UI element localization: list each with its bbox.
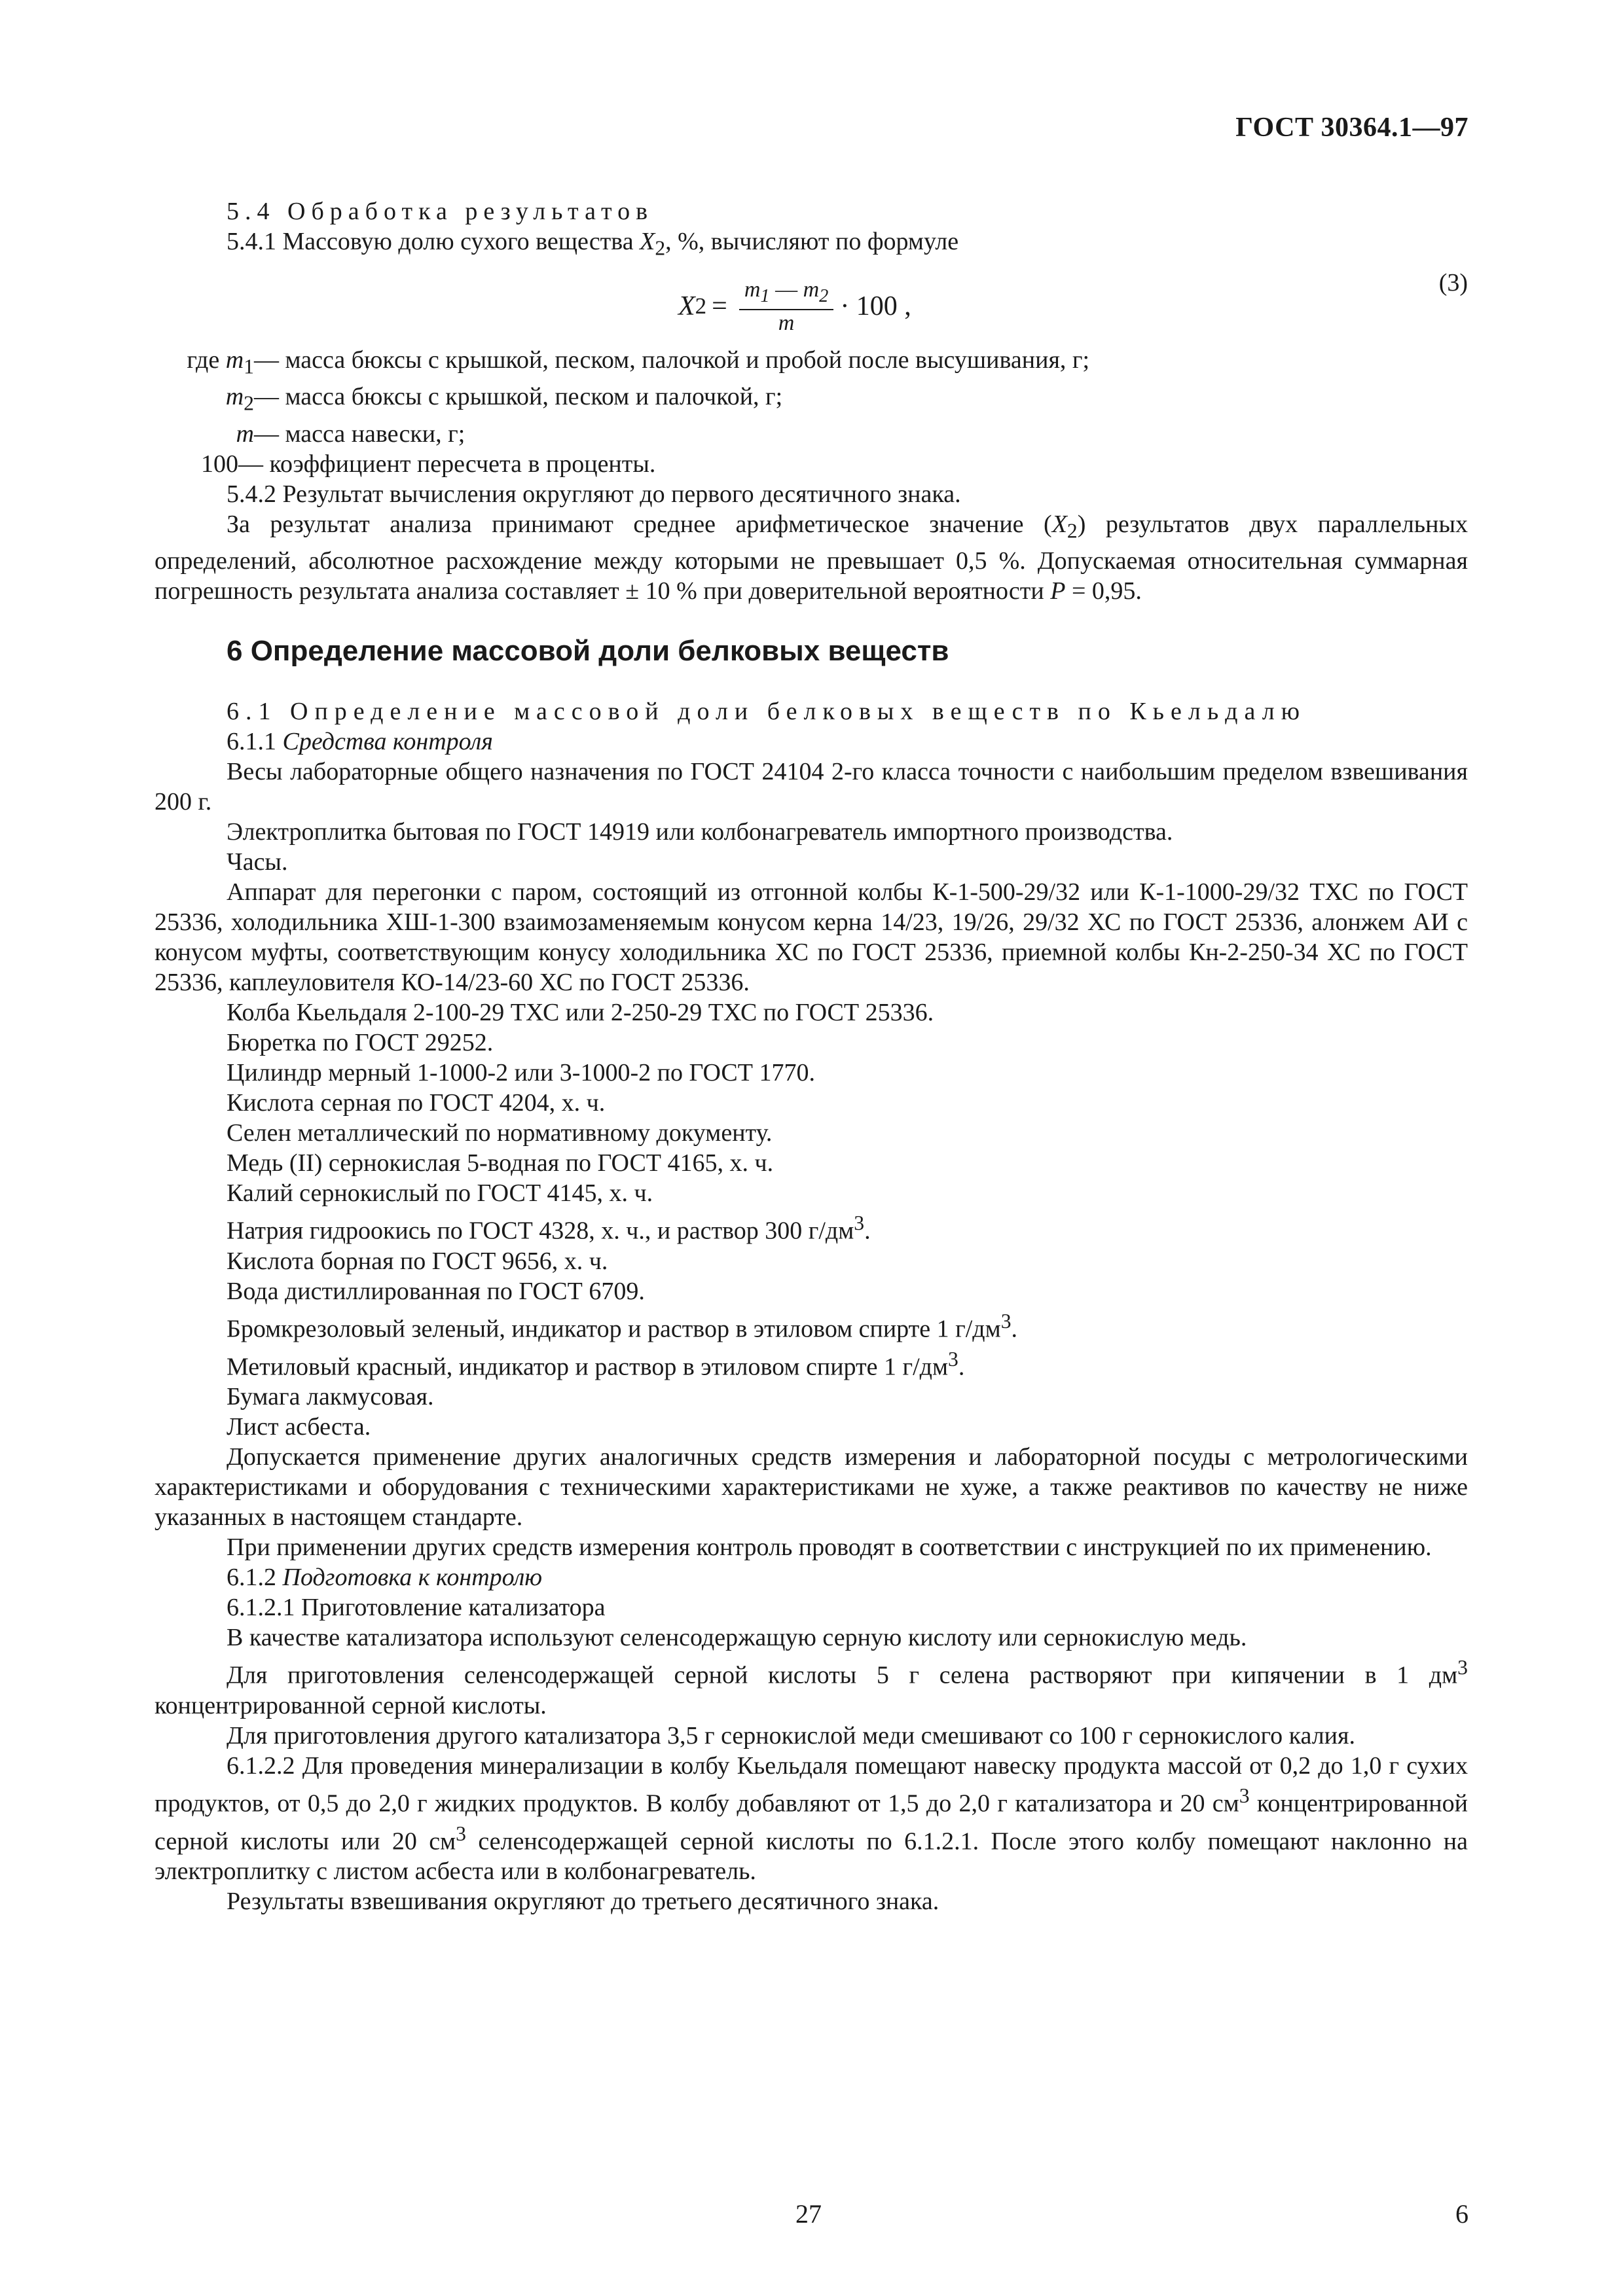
- equipment-item: Часы.: [227, 848, 288, 876]
- reagent-item: Кислота серная по ГОСТ 4204, х. ч.: [227, 1089, 606, 1117]
- where-item-m2: $m_2$ — масса бюксы с крышкой, песком и палочкой, г;: [225, 383, 783, 415]
- para-mineralization: 6.1.2.2 Для проведения минерализации в колбу Кьельдаля помещают навеску продукта массой от 0,2 до 1,0 г сухих продуктов, от 0,5 до 2,0 г жидких продуктов. В колбу добавляют от 1,5 до 2,0 г катализатора и 20 $см^3$ концентрированной серной кислоты или 20 $см^3$ селенсодержащей серной кислоты по 6.1.2.1. После этого колбу помещают наклонно на электроплитку с листом асбеста или в колбонагреватель.: [155, 1752, 1468, 1886]
- section-6-1-title: 6.1 Определение массовой доли белковых веществ по Кьельдалю: [227, 698, 1307, 726]
- formula-3: [155, 268, 1468, 340]
- reagent-item: Лист асбеста.: [227, 1413, 371, 1441]
- equipment-item: Аппарат для перегонки с паром, состоящий из отгонной колбы К-1-500-29/32 или К-1-1000-29/32 ТХС по ГОСТ 25336, холодильника ХШ-1-300 взаимозаменяемым конусом керна 14/23, 19/26, 29/32 ХС по ГОСТ 25336, алонжем АИ с конусом муфты, соответствующим конусу холодильника ХС по ГОСТ 25336, приемной колбы Кн-2-250-34 ХС по ГОСТ 25336, каплеуловителя КО-14/23-60 ХС по ГОСТ 25336.: [155, 878, 1468, 997]
- reagent-item: Калий сернокислый по ГОСТ 4145, х. ч.: [227, 1179, 653, 1208]
- formula-fraction: [739, 277, 833, 337]
- para-catalyst-3: Для приготовления другого катализатора 3,5 г сернокислой меди смешивают со 100 г сернокислого калия.: [227, 1722, 1355, 1749]
- section-6-1-2-title: 6.1.2 Подготовка к контролю: [227, 1564, 543, 1592]
- reagent-item: Бумага лакмусовая.: [227, 1383, 434, 1411]
- reagent-item: Бромкрезоловый зеленый, индикатор и раствор в этиловом спирте 1 $г/дм^3$.: [227, 1310, 1018, 1343]
- equipment-item: Весы лабораторные общего назначения по ГОСТ 24104 2-го класса точности с наибольшим пределом взвешивания 200 г.: [155, 758, 1468, 816]
- formula-body: X 2 = $\frac{m_1 — m_2}{m}$ · 100 ,: [678, 277, 911, 336]
- para-other-instruments: При применении других средств измерения контроль проводят в соответствии с инструкцией по их применению.: [227, 1534, 1432, 1562]
- formula-number: (3): [1438, 268, 1468, 296]
- para-catalyst-1: В качестве катализатора используют селенсодержащую серную кислоту или сернокислую медь.: [227, 1624, 1247, 1652]
- equipment-item: Цилиндр мерный 1-1000-2 или 3-1000-2 по ГОСТ 1770.: [227, 1059, 815, 1087]
- page-number: 27: [795, 2199, 822, 2229]
- section-6-1-1-title: 6.1.1 Средства контроля: [227, 728, 493, 756]
- equipment-item: Электроплитка бытовая по ГОСТ 14919 или колбонагреватель импортного производства.: [227, 818, 1173, 846]
- sheet-number: 6: [1455, 2199, 1468, 2229]
- para-catalyst-2: Для приготовления селенсодержащей серной кислоты 5 г селена растворяют при кипячении в 1 $дм^3$ концентрированной серной кислоты.: [155, 1656, 1468, 1719]
- page-content: [155, 196, 1468, 1916]
- where-item-m1: где $m_1$ — масса бюксы с крышкой, песком, палочкой и пробой после высушивания, г;: [187, 346, 1090, 378]
- para-5-4-2: 5.4.2 Результат вычисления округляют до первого десятичного знака.: [227, 480, 961, 508]
- reagent-item: Кислота борная по ГОСТ 9656, х. ч.: [227, 1247, 608, 1276]
- where-item-m: m — масса навески, г;: [236, 420, 465, 448]
- section-6-1-2-1-title: 6.1.2.1 Приготовление катализатора: [227, 1594, 606, 1622]
- para-allowed-substitutes: Допускается применение других аналогичных средств измерения и лабораторной посуды с метрологическими характеристиками и оборудования с техническими характеристиками не хуже, а также реактивов по качеству не ниже указанных в настоящем стандарте.: [155, 1443, 1468, 1532]
- reagent-item: Метиловый красный, индикатор и раствор в этиловом спирте 1 $г/дм^3$.: [227, 1347, 965, 1381]
- reagent-item: Натрия гидроокись по ГОСТ 4328, х. ч., и раствор 300 $г/дм^3$.: [227, 1211, 871, 1246]
- section-5-4-title: 5.4 Обработка результатов: [227, 198, 654, 225]
- para-5-4-1: 5.4.1 Массовую долю сухого вещества $X_2$, %, вычисляют по формуле: [227, 228, 959, 260]
- formula-numerator: $m_1$ — $m_2$: [739, 277, 833, 311]
- equipment-item: Бюретка по ГОСТ 29252.: [227, 1029, 494, 1057]
- reagent-item: Вода дистиллированная по ГОСТ 6709.: [227, 1278, 645, 1306]
- where-item-100: 100 — коэффициент пересчета в проценты.: [201, 450, 656, 478]
- document-code: ГОСТ 30364.1—97: [1235, 113, 1468, 143]
- para-analysis-result: За результат анализа принимают среднее арифметическое значение $(X_2)$ результатов двух параллельных определений, абсолютное расхождение между которыми не превышает 0,5 %. Допускаемая относительная суммарная погрешность результата анализа составляет ± 10 % при доверительной вероятности P = 0,95.: [155, 510, 1468, 605]
- equipment-item: Колба Кьельдаля 2-100-29 ТХС или 2-250-29 ТХС по ГОСТ 25336.: [227, 999, 934, 1027]
- para-weighing-rounding: Результаты взвешивания округляют до третьего десятичного знака.: [227, 1888, 939, 1916]
- reagent-item: Медь (II) сернокислая 5-водная по ГОСТ 4165, х. ч.: [227, 1149, 774, 1177]
- section-6-heading: 6 Определение массовой доли белковых веществ: [227, 635, 949, 668]
- reagent-item: Селен металлический по нормативному документу.: [227, 1119, 773, 1147]
- formula-denominator: m: [778, 311, 795, 336]
